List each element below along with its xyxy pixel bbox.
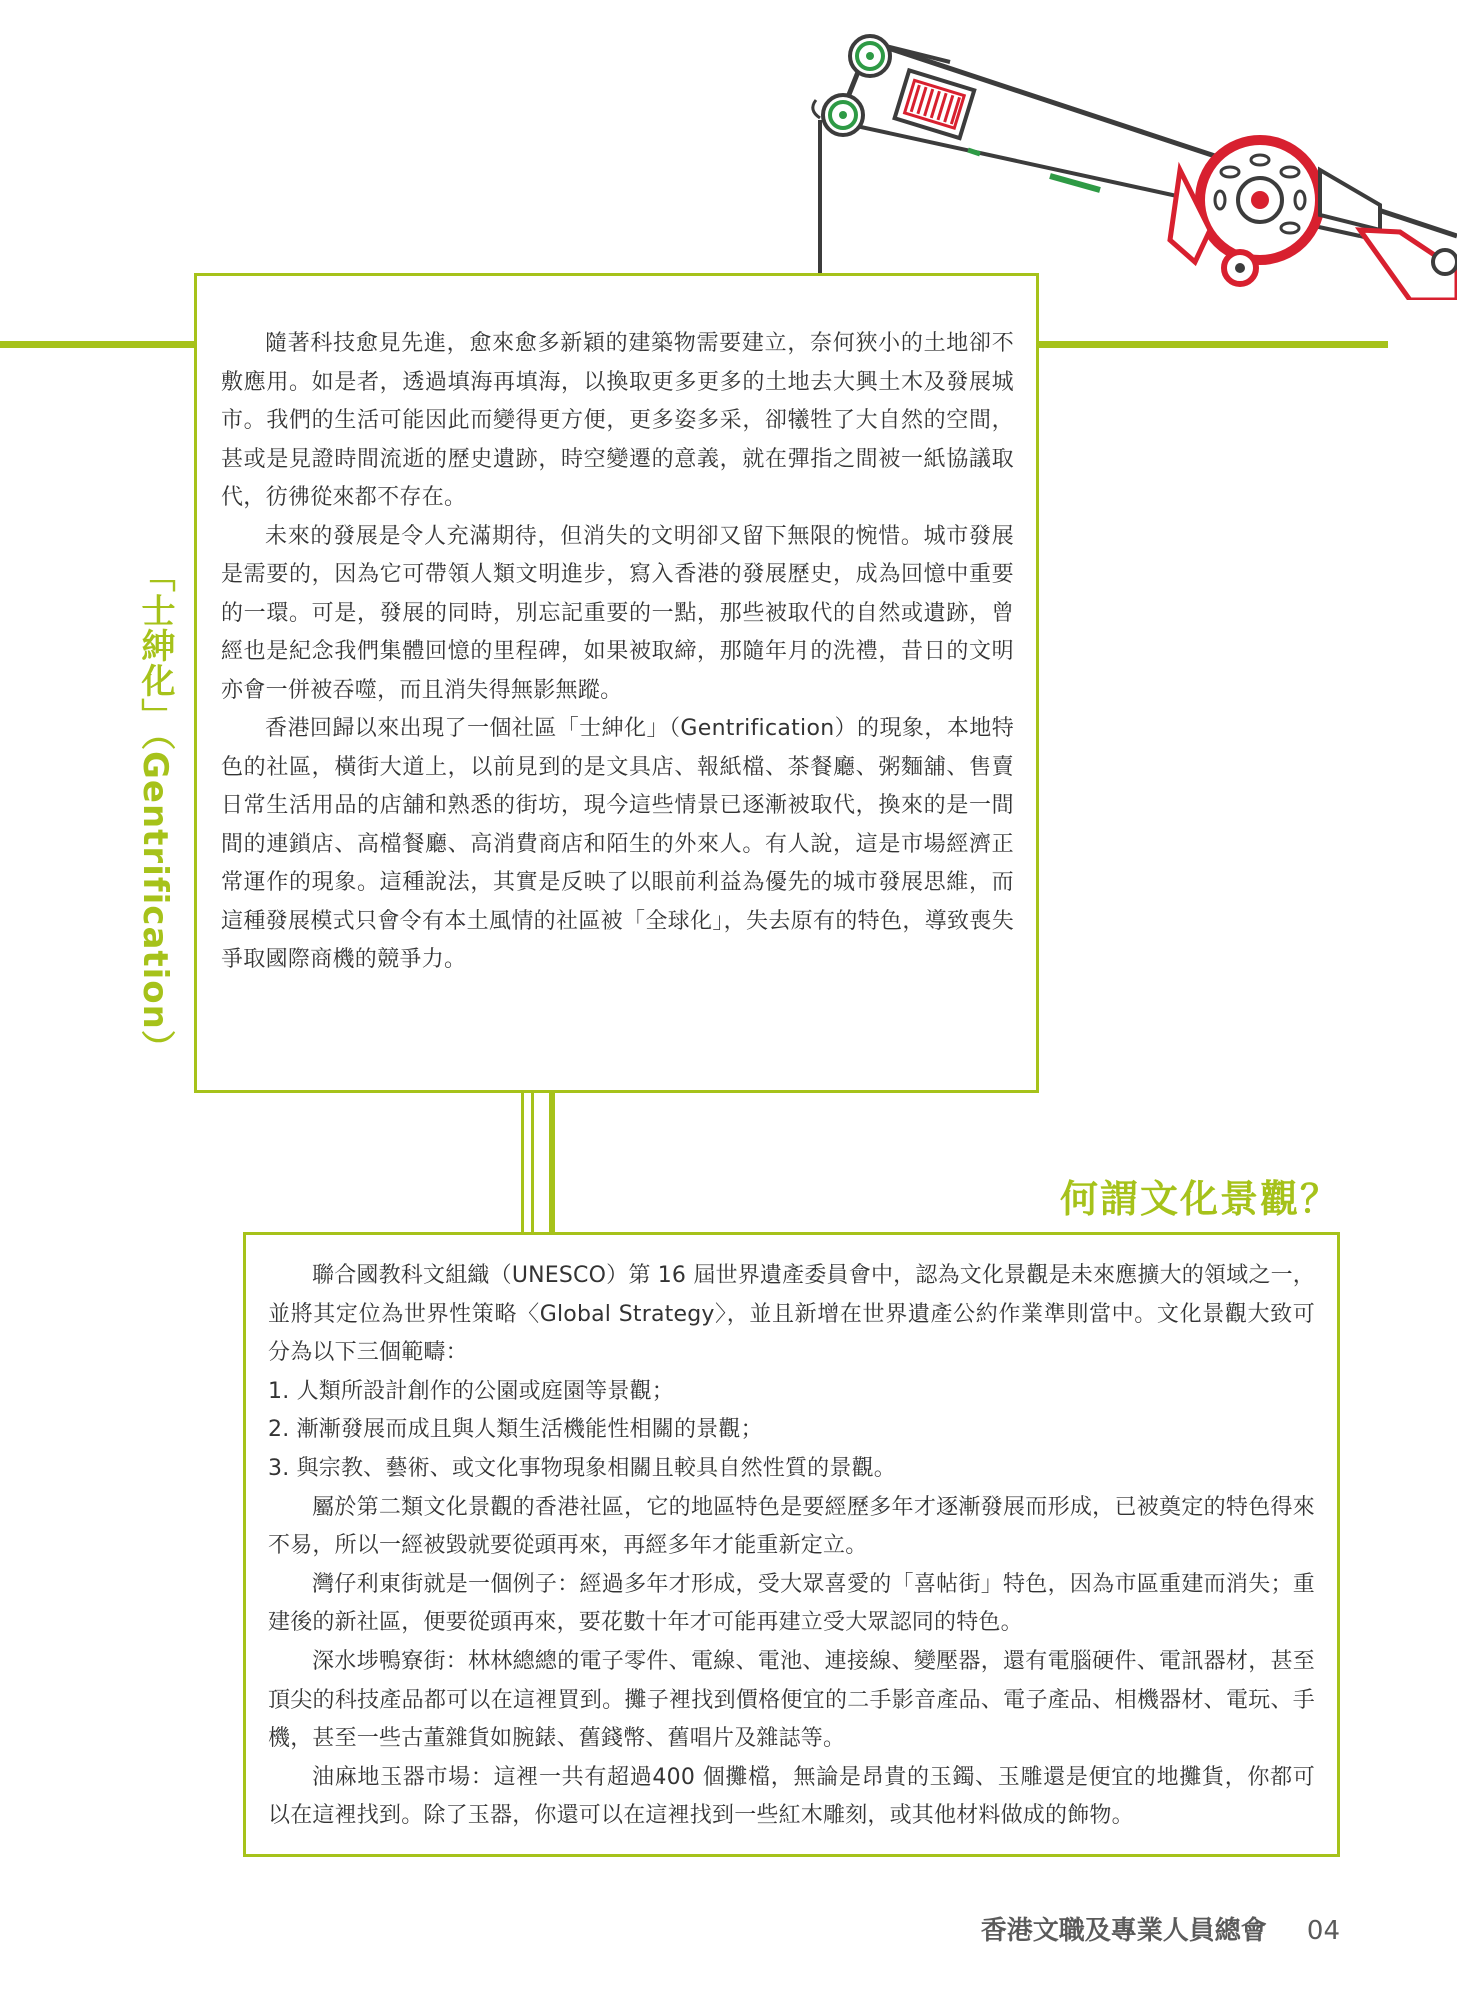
section-paragraph-3: 深水埗鴨寮街：林林總總的電子零件、電線、電池、連接線、變壓器，還有電腦硬件、電訊器材，甚至頂尖的科技產品都可以在這裡買到。攤子裡找到價格便宜的二手影音產品、電子產品、相機器材、電玩、手機，甚至一些古董雜貨如腕錶、舊錢幣、舊唱片及雜誌等。 bbox=[268, 1648, 1315, 1752]
list-item: 3. 與宗教、藝術、或文化事物現象相關且較具自然性質的景觀。 bbox=[268, 1455, 896, 1481]
list-item: 2. 漸漸發展而成且與人類生活機能性相關的景觀； bbox=[268, 1417, 763, 1443]
section-paragraph-1: 屬於第二類文化景觀的香港社區，它的地區特色是要經歷多年才逐漸發展而形成，已被奠定的特色得來不易，所以一經被毀就要從頭再來，再經多年才能重新定立。 bbox=[268, 1494, 1315, 1559]
article-paragraph-3: 香港回歸以來出現了一個社區「士紳化」（Gentrification）的現象，本地特色的社區，橫街大道上，以前見到的是文具店、報紙檔、茶餐廳、粥麵舖、售賣日常生活用品的店舖和熟悉的街坊，現今這些情景已逐漸被取代，換來的是一間間的連鎖店、高檔餐廳、高消費商店和陌生的外來人。有人說，這是市場經濟正常運作的現象。這種說法，其實是反映了以眼前利益為優先的城市發展思維，而這種發展模式只會令有本土風情的社區被「全球化」，失去原有的特色，導致喪失爭取國際商機的競爭力。 bbox=[221, 716, 1014, 972]
page-footer bbox=[900, 1910, 1340, 1947]
connector-bar-b bbox=[531, 1091, 534, 1234]
top-divider-right bbox=[1038, 341, 1388, 348]
section-heading-cultural-landscape: 何謂文化景觀？ bbox=[1059, 1177, 1340, 1221]
list-item: 1. 人類所設計創作的公園或庭園等景觀； bbox=[268, 1378, 674, 1404]
section-intro: 聯合國教科文組織（UNESCO）第 16 屆世界遺產委員會中，認為文化景觀是未來應擴大的領域之一，並將其定位為世界性策略〈Global Strategy〉，並且新增在世界遺產公約作業準則當中。文化景觀大致可分為以下三個範疇： bbox=[268, 1263, 1315, 1366]
article-box-gentrification bbox=[194, 273, 1039, 1093]
article-box-cultural-landscape bbox=[243, 1232, 1340, 1857]
connector-bar-a bbox=[521, 1091, 524, 1234]
top-divider-left bbox=[0, 341, 196, 348]
section-paragraph-2: 灣仔利東街就是一個例子：經過多年才形成，受大眾喜愛的「喜帖街」特色，因為市區重建而消失；重建後的新社區，便要從頭再來，要花數十年才可能再建立受大眾認同的特色。 bbox=[268, 1571, 1315, 1636]
page-number: 04 bbox=[1306, 1916, 1340, 1946]
side-title-gentrification: 「士紳化」（Gentrification） bbox=[135, 558, 175, 1065]
section-paragraph-4: 油麻地玉器市場：這裡一共有超過400 個攤檔，無論是昂貴的玉鐲、玉雕還是便宜的地攤貨，你都可以在這裡找到。除了玉器，你還可以在這裡找到一些紅木雕刻，或其他材料做成的飾物。 bbox=[268, 1764, 1315, 1829]
article-paragraph-1: 隨著科技愈見先進，愈來愈多新穎的建築物需要建立，奈何狹小的土地卻不敷應用。如是者，透過填海再填海，以換取更多更多的土地去大興土木及發展城市。我們的生活可能因此而變得更方便，更多姿多采，卻犧牲了大自然的空間，甚或是見證時間流逝的歷史遺跡，時空變遷的意義，就在彈指之間被一紙協議取代，彷彿從來都不存在。 bbox=[221, 331, 1014, 510]
footer-organization: 香港文職及專業人員總會 bbox=[980, 1916, 1267, 1946]
connector-bar-c bbox=[549, 1091, 555, 1234]
article-paragraph-2: 未來的發展是令人充滿期待，但消失的文明卻又留下無限的惋惜。城市發展是需要的，因為它可帶領人類文明進步，寫入香港的發展歷史，成為回憶中重要的一環。可是，發展的同時，別忘記重要的一點，那些被取代的自然或遺跡，曾經也是紀念我們集體回憶的里程碑，如果被取締，那隨年月的洗禮，昔日的文明亦會一併被吞噬，而且消失得無影無蹤。 bbox=[221, 523, 1014, 703]
crane-illustration-icon bbox=[800, 0, 1457, 300]
